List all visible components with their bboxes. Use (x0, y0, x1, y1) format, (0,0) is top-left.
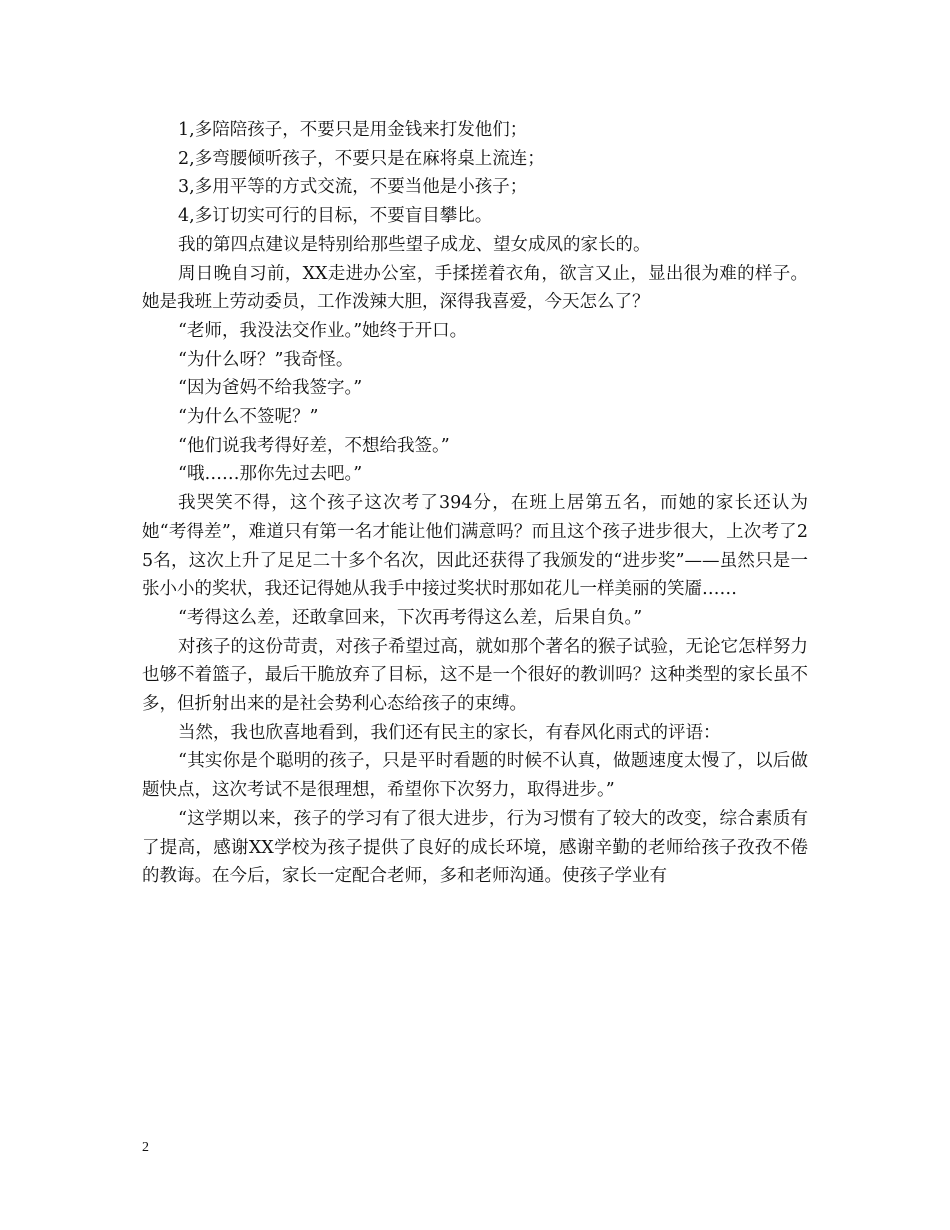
paragraph: “哦……那你先过去吧。” (178, 464, 363, 485)
paragraph: 当然，我也欣喜地看到，我们还有民主的家长，有春风化雨式的评语： (178, 722, 721, 743)
paragraph: 对孩子的这份苛责，对孩子希望过高，就如那个著名的猴子试验，无论它怎样努力也够不着篮子，最后干脆放弃了目标，这不是一个很好的教训吗？这种类型的家长虽不多，但折射出来的是社会势利心态给孩子的束缚。 (142, 636, 808, 715)
paragraph: 3,多用平等的方式交流，不要当他是小孩子； (178, 177, 528, 198)
paragraph: “为什么不签呢？” (178, 407, 319, 428)
paragraph: 4,多订切实可行的目标，不要盲目攀比。 (178, 206, 493, 227)
page-number: 2 (142, 1140, 149, 1155)
paragraph: “考得这么差，还敢拿回来，下次再考得这么差，后果自负。” (178, 607, 643, 628)
paragraph: “其实你是个聪明的孩子，只是平时看题的时候不认真，做题速度太慢了，以后做题快点，这次考试不是很理想，希望你下次努力，取得进步。” (142, 751, 808, 801)
paragraph: “因为爸妈不给我签字。” (178, 378, 363, 399)
paragraph: “这学期以来，孩子的学习有了很大进步，行为习惯有了较大的改变，综合素质有了提高，感谢XX学校为孩子提供了良好的成长环境，感谢辛勤的老师给孩子孜孜不倦的教诲。在今后，家长一定配合老师，多和老师沟通。使孩子学业有 (142, 808, 808, 887)
paragraph: “他们说我考得好差，不想给我签。” (178, 435, 450, 456)
paragraph: 1,多陪陪孩子，不要只是用金钱来打发他们； (178, 120, 528, 140)
paragraph: 周日晚自习前，XX走进办公室，手揉搓着衣角，欲言又止，显出很为难的样子。她是我班上劳动委员，工作泼辣大胆，深得我喜爱，今天怎么了？ (142, 263, 808, 313)
paragraph: 我的第四点建议是特别给那些望子成龙、望女成凤的家长的。 (178, 234, 651, 255)
paragraph: 我哭笑不得，这个孩子这次考了394分，在班上居第五名，而她的家长还认为她“考得差”，难道只有第一名才能让他们满意吗？而且这个孩子进步很大，上次考了25名，这次上升了足足二十多个名次，因此还获得了我颁发的“进步奖”——虽然只是一张小小的奖状，我还记得她从我手中接过奖状时那如花儿一样美丽的笑靥…… (142, 493, 808, 600)
paragraph: “为什么呀？”我奇怪。 (178, 349, 354, 370)
paragraph: “老师，我没法交作业。”她终于开口。 (178, 320, 468, 341)
paragraph: 2,多弯腰倾听孩子，不要只是在麻将桌上流连； (178, 148, 545, 169)
document-body (142, 116, 808, 891)
